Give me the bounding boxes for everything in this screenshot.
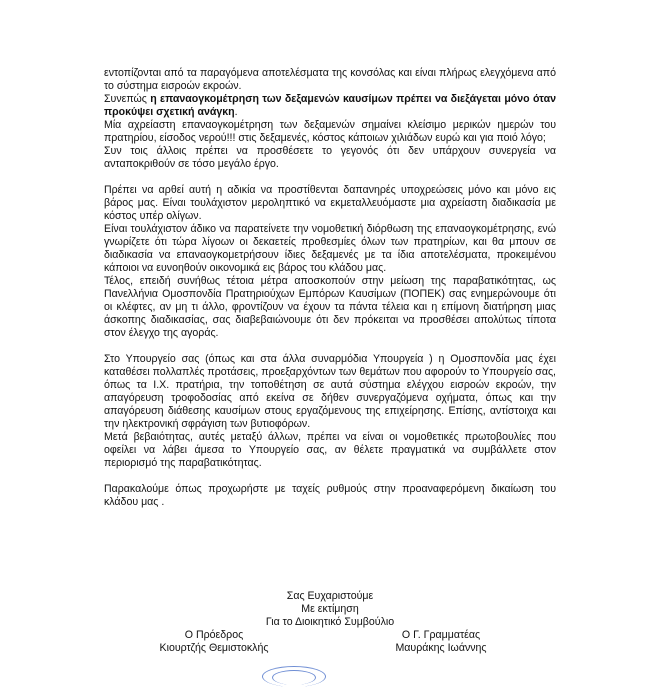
paragraph-3: Μία αχρείαστη επαναογκομέτρηση των δεξαμενών σημαίνει κλείσιμο μερικών ημερών του πρατηρίου, είσοδος νερού!!! στις δεξαμενές, κόστος κάποιων χιλιάδων ευρώ και για ποιό λόγο;	[104, 119, 556, 144]
signatories	[104, 629, 556, 655]
paragraph-5: Πρέπει να αρθεί αυτή η αδικία να προστίθενται δαπανηρές υποχρεώσεις μόνο και μόνο εις βάρος μας. Είναι τουλάχιστον μεροληπτικό να εκμεταλλευόμαστε μια αχρείαστη διαδικασία με κόστος υπέρ ολίγων.	[104, 184, 556, 222]
paragraph-2-end: .	[234, 106, 238, 118]
paragraph-4: Συν τοις άλλοις πρέπει να προσθέσετε το γεγονός ότι δεν υπάρχουν συνεργεία να ανταποκριθούν σε τόσο μεγάλο έργο.	[104, 145, 556, 170]
paragraph-1: εντοπίζονται από τα παραγόμενα αποτελέσματα της κονσόλας και είναι πλήρως ελεγχόμενα από το σύστημα εισροών εκροών.	[104, 67, 556, 92]
president-name: Κιουρτζής Θεμιστοκλής	[159, 642, 269, 654]
president-signatory	[104, 629, 324, 655]
paragraph-2-lead: Συνεπώς	[104, 93, 151, 105]
letter-body	[104, 67, 556, 509]
paragraph-7: Τέλος, επειδή συνήθως τέτοια μέτρα αποσκοπούν στην μείωση της παραβατικότητας, ως Πανελλήνια Ομοσπονδία Πρατηριούχων Εμπόρων Καυσίμων (ΠΟΠΕΚ) σας ενημερώνουμε ότι οι κλέφτες, αν μη τι άλλο, φροντίζουν να έχουν τα πάντα τέλεια και η επίμονη διατήρηση μιας άσκοπης διαδικασίας, σας διαβεβαιώνουμε ότι δεν πρόκειται να προσθέσει απολύτως τίποτα στον έλεγχο της αγοράς.	[104, 275, 556, 339]
stamp-seal-inner-ring	[272, 670, 316, 685]
paragraph-8: Στο Υπουργείο σας (όπως και στα άλλα συναρμόδια Υπουργεία ) η Ομοσπονδία μας έχει καταθέσει πολλαπλές προτάσεις, προεξαρχόντων των θεμάτων που αφορούν το Υπουργείο σας, όπως τα Ι.Χ. πρατήρια, την τοποθέτηση σε αυτά σύστημα ελέγχου εισροών εκροών, την απαγόρευση τροφοδοσίας από εκείνα σε δήθεν συνεργαζόμενα οχήματα, όπως και την απαγόρευση διάθεσης καυσίμων στους εργαζόμενους της επιχείρησης. Επίσης, αντίστοιχα και την ηλεκτρονική σφράγιση των βυτιοφόρων.	[104, 353, 556, 430]
closing-thanks: Σας Ευχαριστούμε	[286, 590, 374, 602]
spacer	[104, 470, 556, 483]
spacer	[104, 171, 556, 184]
secretary-signatory	[326, 629, 556, 655]
secretary-title: Ο Γ. Γραμματέας	[401, 629, 481, 641]
president-title: Ο Πρόεδρος	[184, 629, 244, 641]
paragraph-6: Είναι τουλάχιστον άδικο να παρατείνετε την νομοθετική διόρθωση της επαναογκομέτρησης, ενώ γνωρίζετε ότι τώρα λίγοων οι δεκαετείς προθεσμίες όλων των πρατηρίων, και θα μπουν σε διαδικασία να επαναογκομετρήσουν ίδιες δεξαμενές με τα ίδια αποτελέσματα, προκειμένου κάποιοι να ευνοηθούν οικονομικά εις βάρος του κλάδου μας.	[104, 223, 556, 274]
closing-board: Για το Διοικητικό Συμβούλιο	[265, 616, 395, 628]
paragraph-2-emphasis: η επαναογκομέτρηση των δεξαμενών καυσίμων πρέπει να διεξάγεται μόνο όταν προκύψει σχετική ανάγκη	[104, 93, 556, 118]
paragraph-10: Παρακαλούμε όπως προχωρήστε με ταχείς ρυθμούς στην προαναφερόμενη δικαίωση του κλάδου μας .	[104, 483, 556, 508]
paragraph-2	[104, 93, 556, 119]
signature-block	[104, 590, 556, 655]
closing-regards: Με εκτίμηση	[301, 603, 359, 615]
spacer	[104, 340, 556, 353]
paragraph-9: Μετά βεβαιότητας, αυτές μεταξύ άλλων, πρέπει να είναι οι νομοθετικές πρωτοβουλίες που οφείλει να λάβει άμεσα το Υπουργείο σας, αν θέλετε πραγματικά να συμβάλλετε στον περιορισμό της παραβατικότητας.	[104, 431, 556, 469]
secretary-name: Μαυράκης Ιωάννης	[395, 642, 487, 654]
